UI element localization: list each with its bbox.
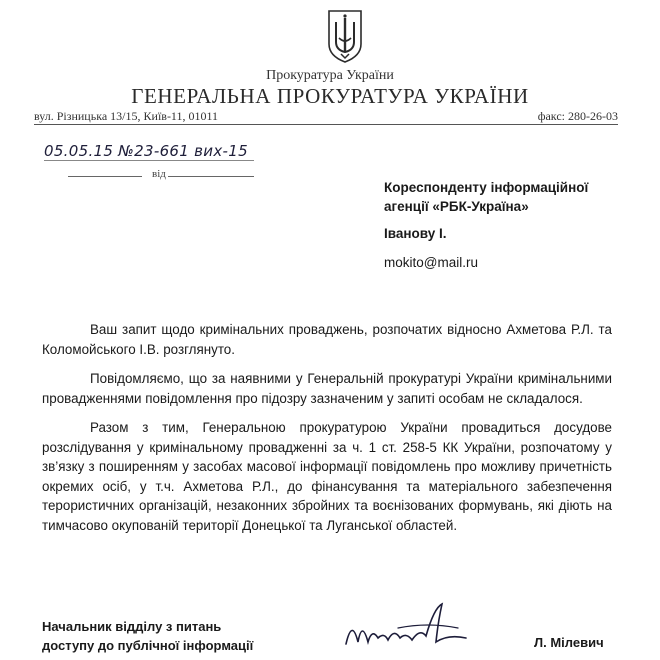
letter-body: [42, 320, 612, 545]
handwritten-signature-icon: [338, 598, 478, 656]
blank-line: [168, 176, 254, 177]
body-paragraph-2: Повідомляємо, що за наявними у Генеральній прокуратурі України кримінальними провадженнями повідомлення про підозру зазначеним у запиті особам не складалося.: [42, 371, 612, 406]
recipient-name: Іванову І.: [384, 226, 447, 241]
signer-title-line-1: Начальник відділу з питань: [42, 619, 222, 634]
vid-label: від: [152, 168, 166, 180]
registration-blank-row: [44, 168, 254, 182]
recipient-line-1: Кореспонденту інформаційної: [384, 180, 589, 195]
registration-underline: [44, 160, 254, 161]
address-line: [34, 108, 618, 125]
address-text: вул. Різницька 13/15, Київ-11, 01011: [34, 109, 219, 123]
registration-number: 05.05.15 №23-661 вих-15: [44, 142, 248, 160]
body-paragraph-3: Разом з тим, Генеральною прокуратурою України провадиться досудове розслідування у кримінальному провадженні за ч. 1 ст. 258-5 КК України, розпочатому у зв’язку з поширенням у засобах масової інформації повідомлень про можливу причетність окремих осіб, у т.ч. Ахметова Р.Л., до фінансування та матеріального забезпечення терористичних організацій, незаконних збройних та воєнізованих формувань, які діють на тимчасово окупованій території Донецької та Луганської областей.: [42, 420, 612, 533]
recipient-block: [384, 178, 644, 272]
recipient-line-2: агенції «РБК-Україна»: [384, 199, 529, 214]
fax-text: факс: 280-26-03: [537, 109, 618, 123]
signer-name: Л. Мілевич: [534, 635, 604, 650]
org-subtitle: Прокуратура України: [266, 68, 394, 83]
org-title: ГЕНЕРАЛЬНА ПРОКУРАТУРА УКРАЇНИ: [131, 84, 529, 108]
body-paragraph-1: Ваш запит щодо кримінальних проваджень, розпочатих відносно Ахметова Р.Л. та Коломойського І.В. розглянуто.: [42, 322, 612, 357]
trident-coat-of-arms-icon: [326, 8, 364, 64]
signer-title: [42, 617, 342, 655]
blank-line: [68, 176, 142, 177]
signer-title-line-2: доступу до публічної інформації: [42, 638, 254, 653]
recipient-email[interactable]: mokito@mail.ru: [384, 255, 478, 270]
